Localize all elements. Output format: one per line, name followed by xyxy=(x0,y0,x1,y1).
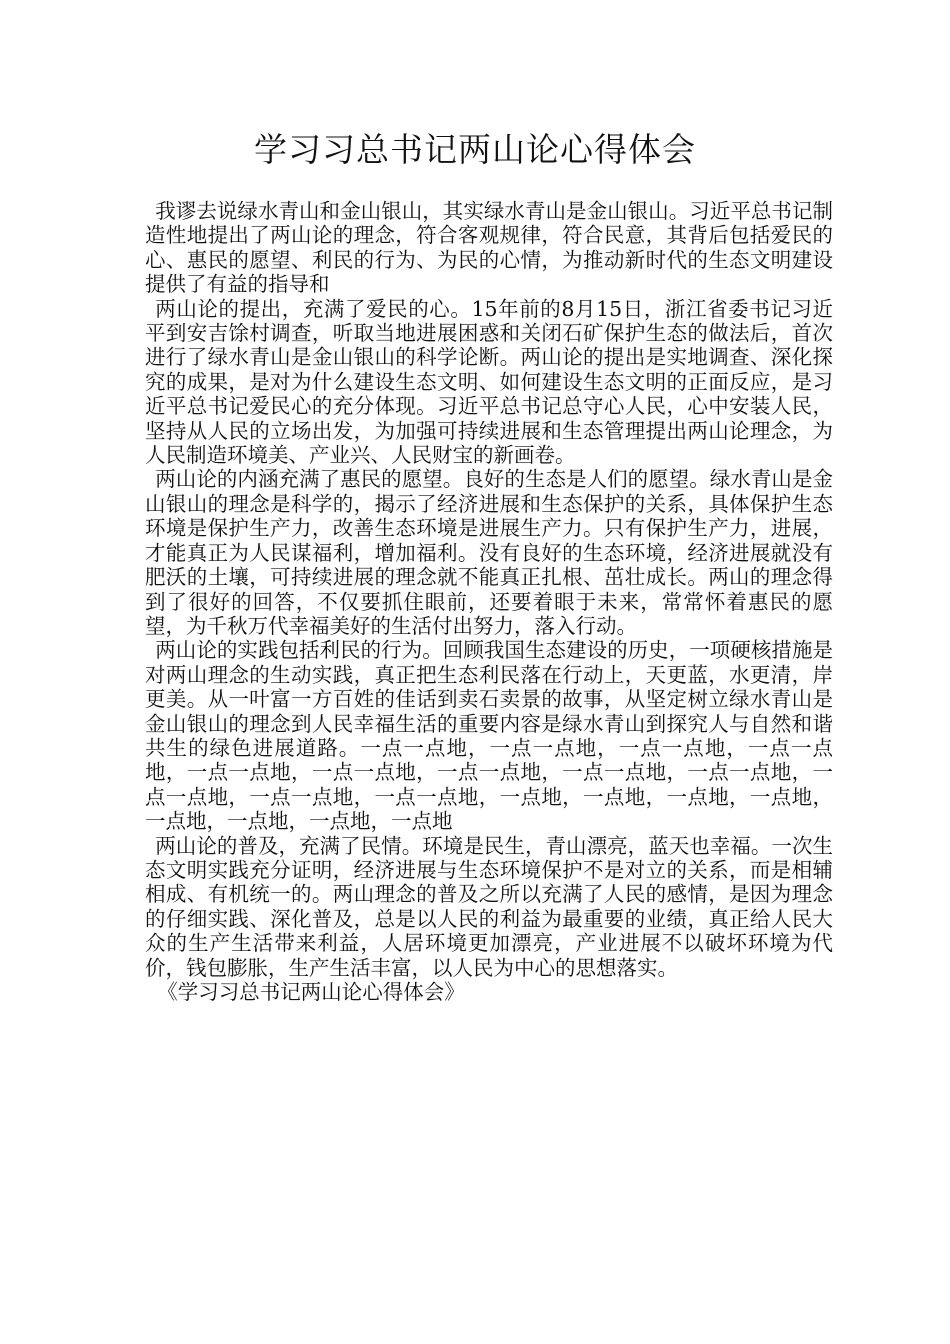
paragraph-intro: 我谬去说绿水青山和金山银山，其实绿水青山是金山银山。习近平总书记制造性地提出了两山论的理念，符合客观规律，符合民意，其背后包括爱民的心、惠民的愿望、利民的行为、为民的心情，为推动新时代的生态文明建设提供了有益的指导和 xyxy=(145,199,833,297)
document-title: 学习习总书记两山论心得体会 xyxy=(254,130,696,169)
paragraph-practice: 两山论的实践包括利民的行为。回顾我国生态建设的历史，一项硬核措施是对两山理念的生动实践，真正把生态利民落在行动上，天更蓝，水更清，岸更美。从一叶富一方百姓的佳话到卖石卖景的故事，从坚定树立绿水青山是金山银山的理念到人民幸福生活的重要内容是绿水青山到探究人与自然和谐共生的绿色进展道路。一点一点地，一点一点地，一点一点地，一点一点地，一点一点地，一点一点地，一点一点地，一点一点地，一点一点地，一点一点地，一点一点地，一点一点地，一点地，一点地，一点地，一点地，一点地，一点地，一点地，一点地 xyxy=(145,638,833,834)
document-footer: 《学习习总书记两山论心得体会》 xyxy=(157,980,465,1004)
paragraph-popularization: 两山论的普及，充满了民情。环境是民生，青山漂亮，蓝天也幸福。一次生态文明实践充分证明，经济进展与生态环境保护不是对立的关系，而是相辅相成、有机统一的。两山理念的普及之所以充满了人民的感情，是因为理念的仔细实践、深化普及，总是以人民的利益为最重要的业绩，真正给人民大众的生产生活带来利益，人居环境更加漂亮，产业进展不以破坏环境为代价，钱包膨胀，生产生活丰富，以人民为中心的思想落实。 xyxy=(145,833,833,980)
paragraph-love-people: 两山论的提出，充满了爱民的心。15年前的8月15日，浙江省委书记习近平到安吉馀村调查，听取当地进展困惑和关闭石矿保护生态的做法后，首次进行了绿水青山是金山银山的科学论断。两山论的提出是实地调查、深化探究的成果，是对为什么建设生态文明、如何建设生态文明的正面反应，是习近平总书记爱民心的充分体现。习近平总书记总守心人民，心中安装人民，坚持从人民的立场出发，为加强可持续进展和生态管理提出两山论理念，为人民制造环境美、产业兴、人民财宝的新画卷。 xyxy=(145,296,833,468)
document-body xyxy=(145,199,833,1004)
paragraph-benefit-wish: 两山论的内涵充满了惠民的愿望。良好的生态是人们的愿望。绿水青山是金山银山的理念是科学的，揭示了经济进展和生态保护的关系，具体保护生态环境是保护生产力，改善生态环境是进展生产力。只有保护生产力，进展，才能真正为人民谋福利，增加福利。没有良好的生态环境，经济进展就没有肥沃的土壤，可持续进展的理念就不能真正扎根、茁壮成长。两山的理念得到了很好的回答，不仅要抓住眼前，还要着眼于未来，常常怀着惠民的愿望，为千秋万代幸福美好的生活付出努力，落入行动。 xyxy=(145,467,833,638)
